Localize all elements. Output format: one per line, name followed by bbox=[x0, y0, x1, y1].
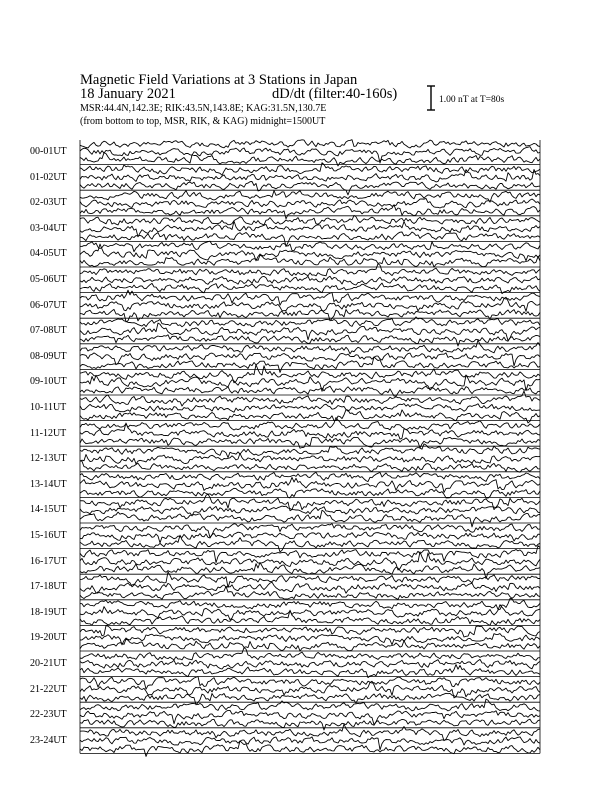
hour-label: 12-13UT bbox=[30, 453, 67, 465]
trace-rik bbox=[80, 323, 540, 341]
trace-rik bbox=[80, 506, 540, 516]
hour-label: 03-04UT bbox=[30, 222, 67, 234]
trace-order-note: (from bottom to top, MSR, RIK, & KAG) midnight=1500UT bbox=[80, 116, 326, 127]
trace-msr bbox=[80, 741, 540, 757]
trace-kag bbox=[80, 140, 540, 148]
trace-kag bbox=[80, 472, 540, 481]
hour-label: 00-01UT bbox=[30, 146, 67, 157]
hour-label: 07-08UT bbox=[30, 325, 67, 337]
trace-rik bbox=[80, 532, 540, 543]
trace-msr bbox=[80, 232, 540, 247]
trace-msr bbox=[80, 665, 540, 678]
trace-rik bbox=[80, 297, 540, 311]
trace-msr bbox=[80, 510, 540, 527]
hour-label: 10-11UT bbox=[30, 402, 67, 413]
trace-rik bbox=[80, 276, 540, 285]
hour-label: 11-12UT bbox=[30, 427, 67, 439]
trace-rik bbox=[80, 582, 540, 593]
trace-rik bbox=[80, 453, 540, 464]
trace-kag bbox=[80, 215, 540, 225]
hour-label: 23-24UT bbox=[30, 734, 67, 746]
trace-kag bbox=[80, 391, 540, 406]
hour-label: 19-20UT bbox=[30, 632, 67, 644]
scale-label: 1.00 nT at T=80s bbox=[439, 95, 505, 105]
trace-msr bbox=[80, 357, 540, 373]
trace-rik bbox=[80, 353, 540, 366]
trace-rik bbox=[80, 477, 540, 492]
trace-msr bbox=[80, 153, 540, 166]
hour-label: 14-15UT bbox=[30, 504, 67, 516]
hour-label: 21-22UT bbox=[30, 683, 67, 695]
trace-msr bbox=[80, 283, 540, 294]
hour-label: 22-23UT bbox=[30, 709, 67, 721]
trace-rik bbox=[80, 737, 540, 750]
trace-kag bbox=[80, 418, 540, 431]
hour-label: 18-19UT bbox=[30, 606, 67, 618]
trace-msr bbox=[80, 488, 540, 498]
trace-rik bbox=[80, 404, 540, 413]
hour-label: 05-06UT bbox=[30, 274, 67, 285]
trace-msr bbox=[80, 639, 540, 651]
trace-kag bbox=[80, 648, 540, 661]
trace-msr bbox=[80, 205, 540, 219]
trace-msr bbox=[80, 182, 540, 195]
hour-label: 17-18UT bbox=[30, 581, 67, 593]
trace-kag bbox=[80, 677, 540, 690]
trace-msr bbox=[80, 335, 540, 346]
trace-rik bbox=[80, 659, 540, 669]
trace-rik bbox=[80, 244, 540, 261]
hour-label: 08-09UT bbox=[30, 350, 67, 362]
chart-filter: dD/dt (filter:40-160s) bbox=[272, 86, 398, 102]
hour-label: 15-16UT bbox=[30, 530, 67, 541]
chart-title: Magnetic Field Variations at 3 Stations in Japan bbox=[80, 72, 358, 88]
hour-label: 09-10UT bbox=[30, 376, 67, 388]
hour-label: 16-17UT bbox=[30, 555, 67, 567]
trace-msr bbox=[80, 535, 540, 552]
trace-rik bbox=[80, 552, 540, 570]
trace-msr bbox=[80, 255, 540, 267]
hour-label: 20-21UT bbox=[30, 658, 67, 669]
hour-label: 13-14UT bbox=[30, 478, 67, 490]
trace-rik bbox=[80, 198, 540, 208]
hour-label: 01-02UT bbox=[30, 171, 67, 183]
trace-msr bbox=[80, 719, 540, 730]
trace-rik bbox=[80, 221, 540, 237]
hour-label: 06-07UT bbox=[30, 299, 67, 311]
hour-label: 02-03UT bbox=[30, 197, 67, 209]
trace-kag bbox=[80, 191, 540, 203]
hour-label: 04-05UT bbox=[30, 248, 67, 260]
trace-kag bbox=[80, 699, 540, 711]
trace-rik bbox=[80, 375, 540, 391]
trace-msr bbox=[80, 563, 540, 579]
chart-date: 18 January 2021 bbox=[80, 86, 176, 102]
station-coordinates: MSR:44.4N,142.3E; RIK:43.5N,143.8E; KAG:31.5N,130.7E bbox=[80, 103, 327, 114]
